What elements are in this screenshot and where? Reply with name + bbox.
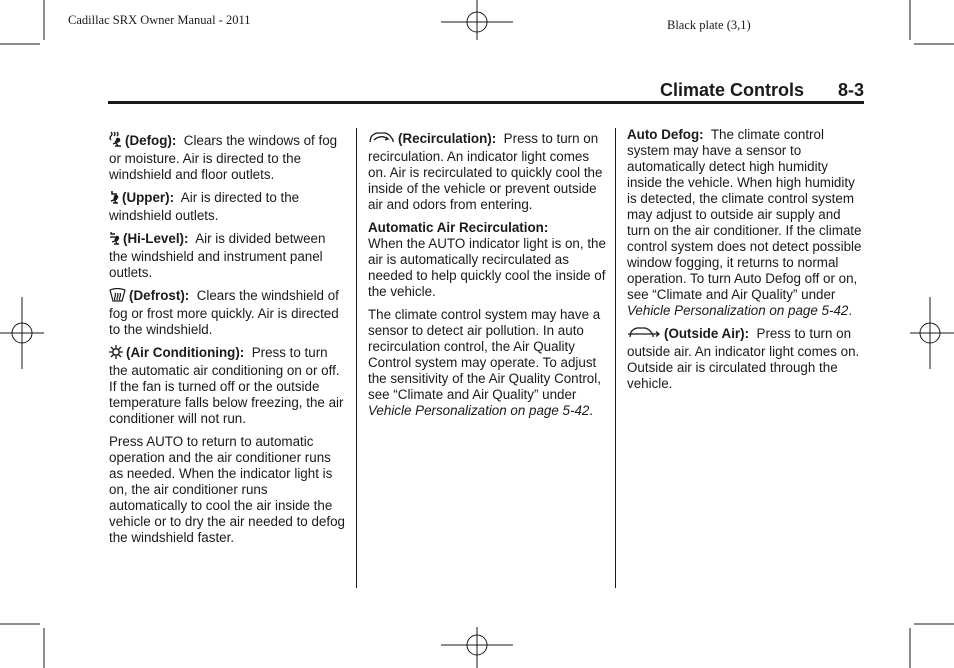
defrost-icon	[109, 288, 126, 306]
ac-paragraph	[109, 345, 347, 427]
header-manual-title: Cadillac SRX Owner Manual - 2011	[68, 13, 251, 27]
autodefog-paragraph	[627, 127, 863, 319]
defog-mode-icon	[109, 131, 122, 151]
column-divider	[356, 128, 357, 588]
outside-label: (Outside Air):	[664, 326, 750, 341]
sensor-period: .	[589, 403, 594, 418]
defog-text: Clears the windows of fog or moisture. Air is directed to the windshield and floor outlets.	[109, 133, 338, 182]
hi-level-mode-icon	[109, 231, 120, 249]
recirc-text: Press to turn on recirculation. An indicator light comes on. Air is recirculated to quickly cool the inside of the vehicle or prevent outside air and odors from entering.	[368, 131, 603, 212]
section-title: Climate Controls	[659, 80, 804, 100]
auto-recirc-label: Automatic Air Recirculation:	[368, 220, 549, 235]
column-2	[368, 131, 608, 426]
outside-air-icon	[627, 326, 661, 344]
upper-paragraph	[109, 190, 347, 224]
column-divider	[615, 128, 616, 588]
sensor-text: The climate control system may have a sensor to detect air pollution. In auto recirculation control, the Air Quality Control system may operate. To adjust the sensitivity of the Air Quality Control, see “Climate and Air Quality” under	[368, 307, 601, 402]
sensor-reference-link[interactable]: Vehicle Personalization on page 5-42	[368, 403, 590, 418]
ac-label: (Air Conditioning):	[126, 345, 245, 360]
autodefog-label: Auto Defog:	[627, 127, 704, 142]
auto-recirc-paragraph	[368, 220, 608, 300]
outside-paragraph	[627, 326, 863, 392]
hilevel-paragraph	[109, 231, 347, 281]
hilevel-text: Air is divided between the windshield and instrument panel outlets.	[109, 231, 326, 280]
defrost-text: Clears the windshield of fog or frost more quickly. Air is directed to the windshield.	[109, 288, 339, 337]
auto-recirc-text: When the AUTO indicator light is on, the air is automatically recirculated as needed to help quickly cool the inside of the vehicle.	[368, 236, 606, 299]
defog-paragraph	[109, 131, 347, 183]
outside-text: Press to turn on outside air. An indicator light comes on. Outside air is circulated through the vehicle.	[627, 326, 860, 391]
hilevel-label: (Hi-Level):	[123, 231, 189, 246]
air-conditioning-icon	[109, 345, 123, 363]
recirculation-icon	[368, 131, 395, 149]
page-number: 8-3	[837, 80, 864, 100]
autodefog-reference-link[interactable]: Vehicle Personalization on page 5-42	[627, 303, 849, 318]
autodefog-text: The climate control system may have a sensor to automatically detect high humidity inside the vehicle. When high humidity is detected, the climate control system may adjust to outside air supply and turn on the air conditioner. If the climate control system does not detect possible window fogging, it returns to normal operation. To turn Auto Defog off or on, see “Climate and Air Quality” under	[627, 127, 862, 302]
ac-text: Press to turn the automatic air conditioning on or off. If the fan is turned off or the outside temperature falls below freezing, the air conditioner will not run.	[109, 345, 344, 426]
column-3	[627, 127, 863, 399]
auto-paragraph: Press AUTO to return to automatic operation and the air conditioner runs as needed. When the indicator light is on, the air conditioner runs automatically to cool the air inside the vehicle or to dry the air needed to defog the windshield faster.	[109, 434, 345, 545]
upper-label: (Upper):	[122, 190, 175, 205]
recirc-paragraph	[368, 131, 608, 213]
header-plate: Black plate (3,1)	[667, 18, 751, 32]
upper-text: Air is directed to the windshield outlets.	[109, 190, 300, 223]
sensor-paragraph	[368, 307, 608, 419]
title-rule	[108, 101, 864, 104]
column-1	[109, 131, 347, 553]
defog-label: (Defog):	[125, 133, 177, 148]
upper-mode-icon	[109, 190, 119, 208]
autodefog-period: .	[848, 303, 853, 318]
recirc-label: (Recirculation):	[398, 131, 497, 146]
defrost-paragraph	[109, 288, 347, 338]
page-title-row	[108, 80, 864, 102]
defrost-label: (Defrost):	[129, 288, 190, 303]
